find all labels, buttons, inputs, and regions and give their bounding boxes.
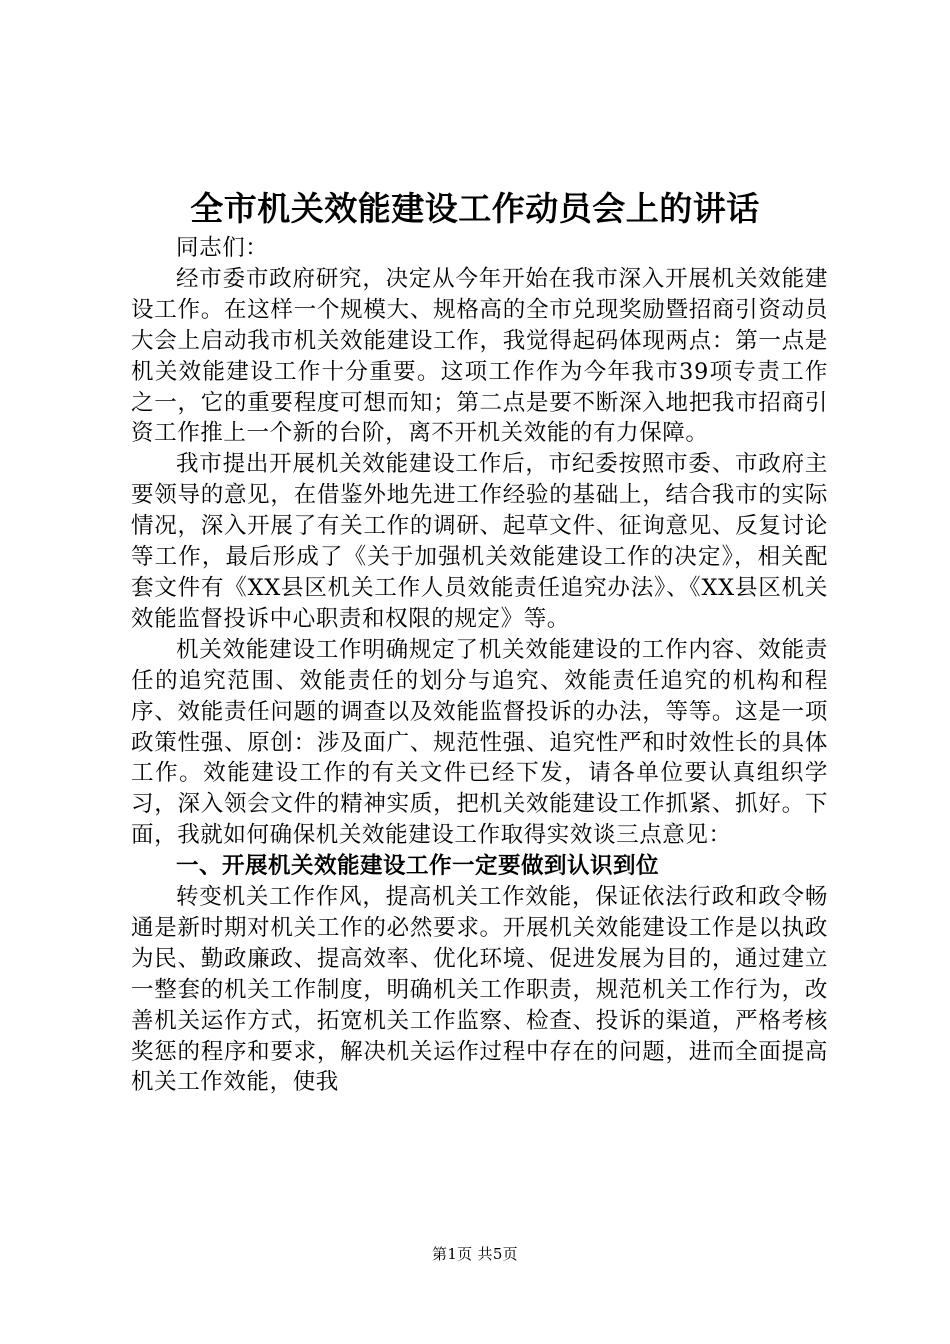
section-heading: 一、开展机关效能建设工作一定要做到认识到位 xyxy=(176,853,660,880)
section-paragraph: 转变机关工作作风，提高机关工作效能，保证依法行政和政令畅通是新时期对机关工作的必然要求。开展机关效能建设工作是以执政为民、勤政廉政、提高效率、优化环境、促进发展为目的，通过建立一整套的机关工作制度，明确机关工作职责，规范机关工作行为，改善机关运作方式，拓宽机关工作监察、检查、投诉的渠道，严格考核奖惩的程序和要求，解决机关运作过程中存在的问题，进而全面提高机关工作效能，使我 xyxy=(131,884,828,1096)
document-body xyxy=(131,233,828,1098)
salutation: 同志们： xyxy=(176,235,269,261)
document-title: 全市机关效能建设工作动员会上的讲话 xyxy=(190,189,760,228)
page-footer: 第1页 共5页 xyxy=(432,1245,518,1263)
body-paragraph: 机关效能建设工作明确规定了机关效能建设的工作内容、效能责任的追究范围、效能责任的划分与追究、效能责任追究的机构和程序、效能责任问题的调查以及效能监督投诉的办法，等等。这是一项政策性强、原创：涉及面广、规范性强、追究性严和时效性长的具体工作。效能建设工作的有关文件已经下发，请各单位要认真组织学习，深入领会文件的精神实质，把机关效能建设工作抓紧、抓好。下面，我就如何确保机关效能建设工作取得实效谈三点意见： xyxy=(131,636,828,849)
body-paragraph: 我市提出开展机关效能建设工作后，市纪委按照市委、市政府主要领导的意见，在借鉴外地先进工作经验的基础上，结合我市的实际情况，深入开展了有关工作的调研、起草文件、征询意见、反复讨论等工作，最后形成了《关于加强机关效能建设工作的决定》，相关配套文件有《XX县区机关工作人员效能责任追究办法》、《XX县区机关效能监督投诉中心职责和权限的规定》等。 xyxy=(131,451,828,632)
body-paragraph: 经市委市政府研究，决定从今年开始在我市深入开展机关效能建设工作。在这样一个规模大、规格高的全市兑现奖励暨招商引资动员大会上启动我市机关效能建设工作，我觉得起码体现两点：第一点是机关效能建设工作十分重要。这项工作作为今年我市39项专责工作之一，它的重要程度可想而知；第二点是要不断深入地把我市招商引资工作推上一个新的台阶，离不开机关效能的有力保障。 xyxy=(131,265,828,447)
